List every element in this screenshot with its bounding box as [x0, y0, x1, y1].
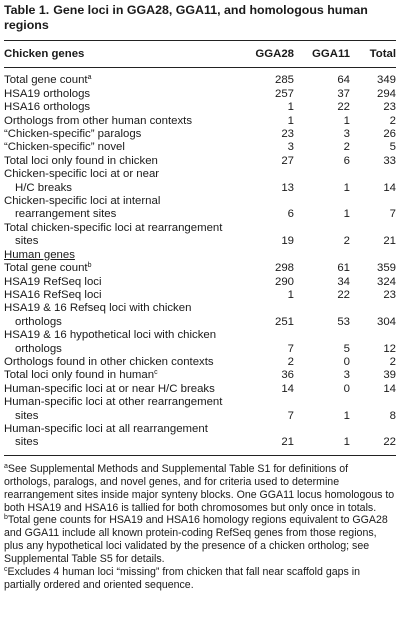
cell-total: 324 — [376, 275, 396, 288]
row-label — [4, 396, 236, 423]
table-row — [4, 383, 396, 396]
row-label — [4, 115, 236, 128]
empty-cell — [294, 249, 350, 262]
row-label-text: Chicken-specific loci at or near — [4, 168, 160, 181]
row-label-continuation: rearrangement sites — [15, 208, 117, 221]
row-label-text: Chicken-specific loci at internal — [4, 195, 161, 208]
row-label-text: Total chicken-specific loci at rearrangement — [4, 221, 223, 234]
table-row — [4, 128, 396, 141]
row-label-text: Total loci only found in chicken — [4, 154, 158, 167]
cell-gga28: 1 — [287, 114, 294, 127]
row-label — [4, 68, 236, 88]
footnote-mark: a — [4, 462, 8, 470]
row-label-continuation: sites — [15, 235, 39, 248]
cell-total: 23 — [383, 101, 396, 114]
header-total: Total — [350, 41, 396, 68]
cell-gga11: 5 — [343, 342, 350, 355]
table-row — [4, 276, 396, 289]
cell-total: 22 — [350, 423, 396, 455]
cell-gga11: 2 — [343, 235, 350, 248]
section-row-human-genes — [4, 249, 396, 262]
cell-gga28: 13 — [281, 181, 294, 194]
row-label-text: HSA19 & 16 Refseq loci with chicken — [4, 302, 192, 315]
cell-gga11: 0 — [343, 382, 350, 395]
footnote-marker: c — [154, 369, 158, 377]
cell-gga28: 36 — [281, 369, 294, 382]
cell-total: 33 — [383, 154, 396, 167]
table-row — [4, 289, 396, 302]
cell-gga28: 14 — [281, 382, 294, 395]
cell-total: 26 — [383, 128, 396, 141]
cell-total: 14 — [383, 382, 396, 395]
table-caption-title: Gene loci in GGA28, GGA11, and homologous human regions — [4, 3, 368, 32]
row-label — [4, 101, 236, 114]
row-label-continuation: orthologs — [15, 315, 62, 328]
table-row — [4, 396, 396, 423]
row-label-text: HSA16 RefSeq loci — [4, 288, 102, 301]
cell-gga11: 1 — [343, 208, 350, 221]
cell-total: 2 — [389, 355, 396, 368]
cell-total: 12 — [383, 342, 396, 355]
table-header-row — [4, 41, 396, 68]
cell-gga11: 6 — [343, 154, 350, 167]
row-label-text: Human-specific loci at other rearrangement — [4, 396, 223, 409]
table-row — [4, 302, 396, 329]
table-row — [4, 423, 396, 455]
cell-gga11: 37 — [337, 87, 350, 100]
cell-gga11: 2 — [343, 141, 350, 154]
table-caption — [4, 3, 396, 41]
cell-total: 2 — [389, 114, 396, 127]
footnote-mark: b — [4, 514, 8, 522]
footnote — [4, 514, 396, 566]
table-row — [4, 155, 396, 168]
cell-gga11: 53 — [337, 315, 350, 328]
cell-gga28: 285 — [274, 74, 294, 87]
table-row — [4, 195, 396, 222]
cell-gga11: 22 — [337, 288, 350, 301]
cell-gga11: 0 — [343, 355, 350, 368]
footnote-marker: b — [87, 262, 92, 270]
row-label — [4, 276, 236, 289]
row-label — [4, 88, 236, 101]
table-row — [4, 262, 396, 275]
table-caption-label: Table 1. — [4, 3, 50, 17]
row-label — [4, 369, 236, 382]
row-label-text: HSA19 & 16 hypothetical loci with chicken — [4, 329, 217, 342]
row-label-text: “Chicken-specific” novel — [4, 141, 125, 154]
row-label-text: Orthologs from other human contexts — [4, 114, 193, 127]
row-label — [4, 222, 236, 249]
cell-gga11: 3 — [343, 128, 350, 141]
section-title: Human genes — [4, 248, 75, 261]
cell-total: 14 — [383, 181, 396, 194]
cell-gga11: 61 — [337, 262, 350, 275]
table-row — [4, 115, 396, 128]
row-label-text: Total gene count — [4, 74, 88, 87]
gene-loci-table — [4, 41, 396, 456]
row-label-text: Human-specific loci at or near H/C breaks — [4, 382, 215, 395]
row-label-continuation: orthologs — [15, 342, 62, 355]
table-row — [4, 369, 396, 382]
cell-total: 7 — [389, 208, 396, 221]
row-label — [4, 356, 236, 369]
cell-gga28: 290 — [274, 275, 294, 288]
empty-cell — [236, 249, 294, 262]
row-label — [4, 128, 236, 141]
table-row — [4, 329, 396, 356]
table-row — [4, 88, 396, 101]
row-label — [4, 155, 236, 168]
row-label — [4, 289, 236, 302]
cell-gga11: 1 — [343, 409, 350, 422]
footnote — [4, 566, 396, 592]
footnote — [4, 463, 396, 515]
footnote-marker: a — [87, 74, 92, 82]
row-label-continuation: sites — [15, 436, 39, 449]
cell-total: 21 — [383, 235, 396, 248]
cell-gga28: 27 — [281, 154, 294, 167]
row-label-text: Total loci only found in human — [4, 369, 155, 382]
cell-gga28: 257 — [274, 87, 294, 100]
table-row — [4, 101, 396, 114]
cell-gga11: 64 — [337, 74, 350, 87]
cell-gga28: 19 — [281, 235, 294, 248]
cell-total: 39 — [383, 369, 396, 382]
cell-gga28: 23 — [281, 128, 294, 141]
cell-total: 359 — [376, 262, 396, 275]
header-gga11: GGA11 — [294, 41, 350, 68]
row-label — [4, 195, 236, 222]
footnote-mark: c — [4, 566, 8, 574]
table-footnotes — [4, 463, 396, 592]
cell-total: 294 — [376, 87, 396, 100]
cell-gga28: 21 — [236, 423, 294, 455]
row-label — [4, 262, 236, 275]
empty-cell — [350, 249, 396, 262]
header-chicken-genes: Chicken genes — [4, 41, 236, 68]
row-label — [4, 383, 236, 396]
cell-gga11: 34 — [337, 275, 350, 288]
cell-gga28: 1 — [287, 101, 294, 114]
table-row — [4, 68, 396, 88]
table-row — [4, 356, 396, 369]
cell-gga28: 7 — [287, 342, 294, 355]
cell-gga11: 1 — [343, 181, 350, 194]
cell-total: 304 — [376, 315, 396, 328]
row-label — [4, 168, 236, 195]
cell-gga28: 7 — [287, 409, 294, 422]
footnote-text: Total gene counts for HSA19 and HSA16 homology regions equivalent to GGA28 and GGA11 include all known protein-coding RefSeq genes from those regions, plus any hypothetical loci validated by the presence of a chicken ortholog; see Supplemental Table S5 for details. — [4, 514, 388, 566]
cell-gga28: 298 — [274, 262, 294, 275]
cell-total: 5 — [389, 141, 396, 154]
row-label-text: HSA19 RefSeq loci — [4, 275, 102, 288]
row-label-text: “Chicken-specific” paralogs — [4, 128, 142, 141]
header-gga28: GGA28 — [236, 41, 294, 68]
row-label — [4, 141, 236, 154]
cell-gga28: 6 — [287, 208, 294, 221]
row-label-text: HSA16 orthologs — [4, 101, 91, 114]
row-label-text: Total gene count — [4, 262, 88, 275]
table-row — [4, 141, 396, 154]
cell-gga28: 2 — [287, 355, 294, 368]
row-label — [4, 423, 236, 455]
cell-total: 8 — [389, 409, 396, 422]
row-label-continuation: sites — [15, 409, 39, 422]
cell-gga11: 22 — [337, 101, 350, 114]
row-label-continuation: H/C breaks — [15, 181, 72, 194]
cell-gga28: 251 — [274, 315, 294, 328]
footnote-text: Excludes 4 human loci “missing” from chicken that fall near scaffold gaps in partially ordered and oriented sequence. — [4, 566, 361, 591]
cell-gga28: 1 — [287, 288, 294, 301]
row-label-text: Human-specific loci at all rearrangement — [4, 422, 208, 435]
footnote-text: See Supplemental Methods and Supplemental Table S1 for definitions of orthologs, paralogs, and novel genes, and for criteria used to determine rearrangement sites inside major synteny blocks. One GGA11 locus homologous to both HSA19 and HSA16 is tallied for both chromosomes but only once in totals. — [4, 462, 395, 514]
cell-gga11: 1 — [343, 114, 350, 127]
row-label — [4, 302, 236, 329]
table-row — [4, 222, 396, 249]
cell-total: 23 — [383, 288, 396, 301]
row-label-text: HSA19 orthologs — [4, 87, 91, 100]
table-row — [4, 168, 396, 195]
cell-total: 349 — [376, 74, 396, 87]
cell-gga11: 1 — [294, 423, 350, 455]
row-label — [4, 329, 236, 356]
row-label-text: Orthologs found in other chicken contexts — [4, 355, 214, 368]
cell-gga11: 3 — [343, 369, 350, 382]
cell-gga28: 3 — [287, 141, 294, 154]
